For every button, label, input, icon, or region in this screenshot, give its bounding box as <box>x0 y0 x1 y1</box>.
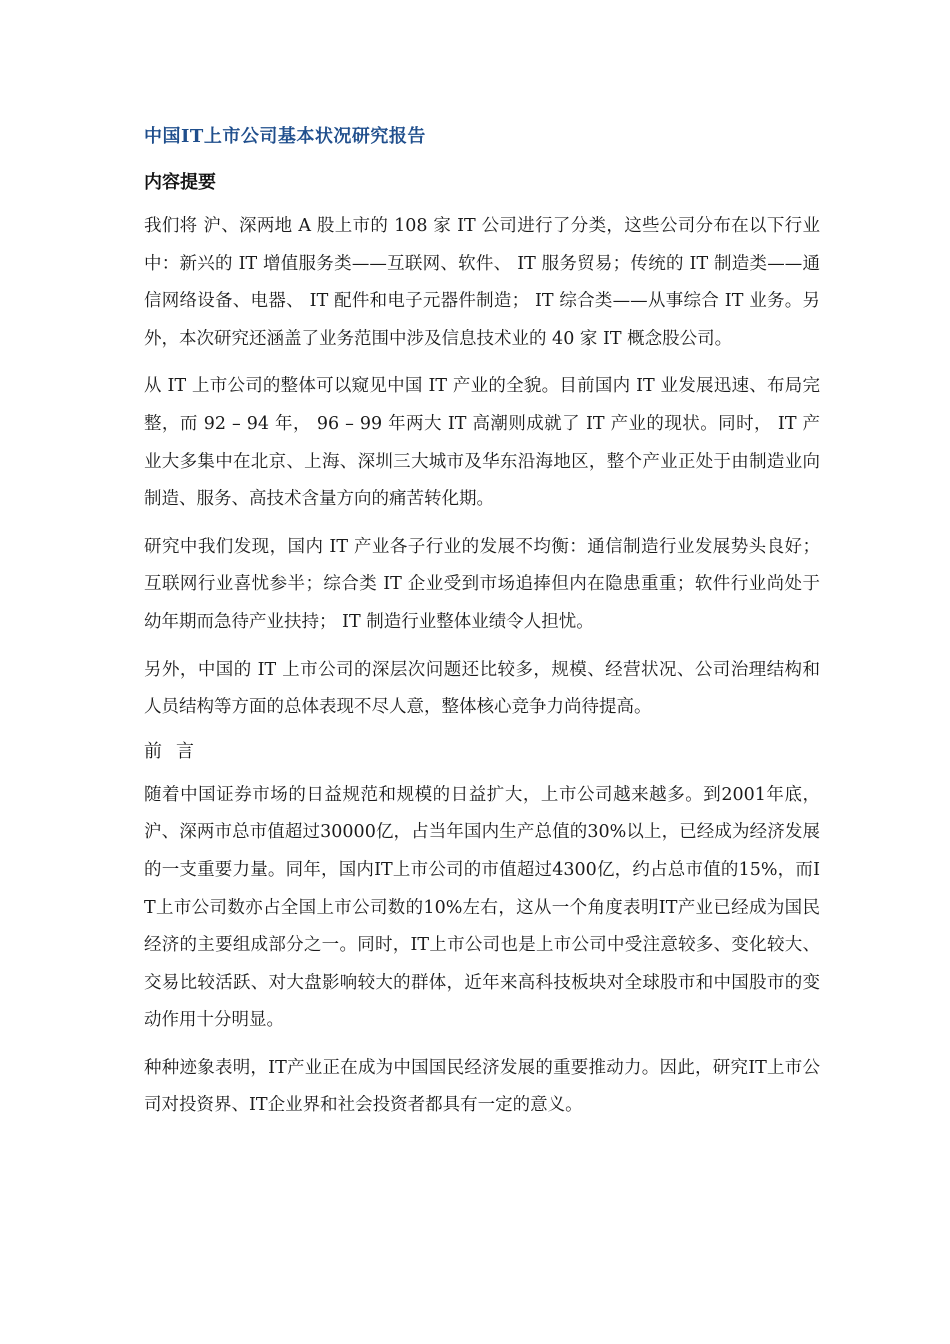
document-page <box>144 118 820 1135</box>
summary-paragraph-4: 另外，中国的 IT 上市公司的深层次问题还比较多，规模、经营状况、公司治理结构和人员结构等方面的总体表现不尽人意，整体核心竞争力尚待提高。 <box>144 659 820 718</box>
summary-paragraph-3: 研究中我们发现，国内 IT 产业各子行业的发展不均衡：通信制造行业发展势头良好；互联网行业喜忧参半；综合类 IT 企业受到市场追捧但内在隐患重重；软件行业尚处于幼年期而急待产业扶持； IT 制造行业整体业绩令人担忧。 <box>144 536 820 632</box>
document-title: 中国IT上市公司基本状况研究报告 <box>144 126 426 147</box>
preface-heading: 前言 <box>144 740 208 762</box>
summary-paragraph-2: 从 IT 上市公司的整体可以窥见中国 IT 产业的全貌。目前国内 IT 业发展迅速、布局完整，而 92 – 94 年， 96 – 99 年两大 IT 高潮则成就了 IT 产业的现状。同时， IT 产业大多集中在北京、上海、深圳三大城市及华东沿海地区，整个产业正处于由制造业向制造、服务、高技术含量方向的痛苦转化期。 <box>144 376 820 510</box>
preface-paragraph-2: 种种迹象表明，IT产业正在成为中国国民经济发展的重要推动力。因此，研究IT上市公司对投资界、IT企业界和社会投资者都具有一定的意义。 <box>144 1057 820 1116</box>
summary-paragraph-1: 我们将 沪、深两地 A 股上市的 108 家 IT 公司进行了分类，这些公司分布在以下行业中：新兴的 IT 增值服务类——互联网、软件、 IT 服务贸易；传统的 IT 制造类——通信网络设备、电器、 IT 配件和电子元器件制造； IT 综合类——从事综合 IT 业务。另外，本次研究还涵盖了业务范围中涉及信息技术业的 40 家 IT 概念股公司。 <box>144 216 820 349</box>
summary-heading: 内容提要 <box>144 172 216 193</box>
preface-paragraph-1: 随着中国证券市场的日益规范和规模的日益扩大，上市公司越来越多。到2001年底，沪、深两市总市值超过30000亿，占当年国内生产总值的30%以上，已经成为经济发展的一支重要力量。同年，国内IT上市公司的市值超过4300亿，约占总市值的15%，而IT上市公司数亦占全国上市公司数的10%左右，这从一个角度表明IT产业已经成为国民经济的主要组成部分之一。同时，IT上市公司也是上市公司中受注意较多、变化较大、交易比较活跃、对大盘影响较大的群体，近年来高科技板块对全球股市和中国股市的变动作用十分明显。 <box>144 784 820 1031</box>
